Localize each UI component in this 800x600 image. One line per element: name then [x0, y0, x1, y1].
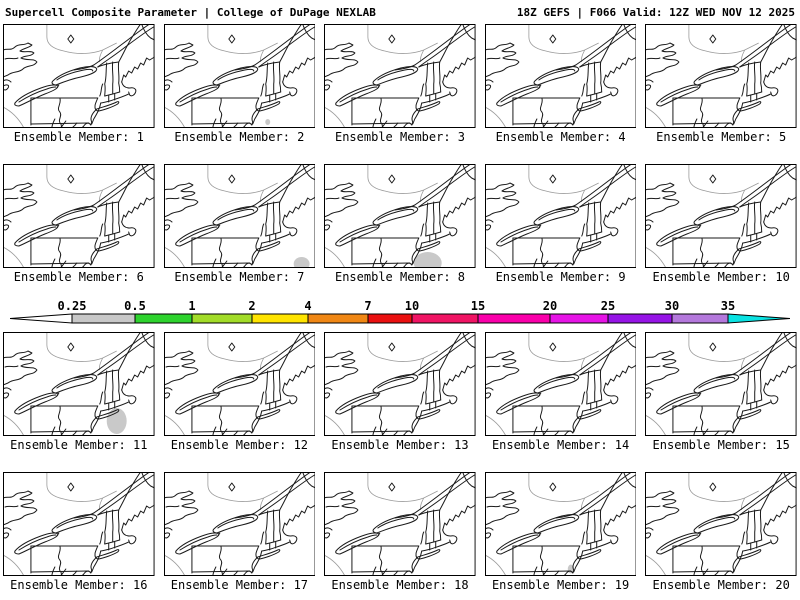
basemap — [164, 472, 316, 576]
ensemble-member-label: Ensemble Member: 5 — [656, 130, 787, 144]
map-panel-10 — [645, 164, 797, 284]
colorbar-arrow-right — [728, 314, 790, 323]
ensemble-member-label: Ensemble Member: 8 — [334, 270, 466, 284]
ensemble-map — [645, 164, 797, 268]
scp-colorbar — [10, 298, 790, 328]
colorbar-tick-label: 7 — [364, 299, 372, 313]
basemap — [324, 332, 476, 436]
ensemble-member-label: Ensemble Member: 11 — [10, 438, 148, 452]
ensemble-map — [645, 24, 797, 128]
title-bar — [0, 0, 800, 22]
map-panel-19 — [485, 472, 637, 592]
map-panel-11 — [3, 332, 155, 452]
map-panel-6 — [3, 164, 155, 284]
map-panel-18 — [324, 472, 476, 592]
ensemble-row-3 — [0, 332, 800, 452]
ensemble-member-label: Ensemble Member: 18 — [331, 578, 469, 592]
ensemble-map — [324, 164, 476, 268]
scp-shading-region — [107, 408, 127, 434]
basemap — [324, 164, 476, 268]
run-valid-info: 18Z GEFS | F066 Valid: 12Z WED NOV 12 2025 — [516, 6, 795, 19]
colorbar-tick-label: 0.25 — [57, 299, 87, 313]
ensemble-map — [645, 332, 797, 436]
ensemble-grid — [0, 22, 800, 592]
colorbar-tick-label: 10 — [404, 299, 420, 313]
colorbar-segment — [412, 314, 478, 323]
ensemble-map — [485, 24, 637, 128]
basemap — [164, 164, 316, 268]
ensemble-member-label: Ensemble Member: 3 — [334, 130, 466, 144]
basemap — [3, 164, 155, 268]
ensemble-member-label: Ensemble Member: 6 — [13, 270, 144, 284]
map-panel-7 — [164, 164, 316, 284]
map-panel-13 — [324, 332, 476, 452]
map-panel-3 — [324, 24, 476, 144]
ensemble-row-4 — [0, 472, 800, 592]
colorbar-arrow-left — [10, 314, 72, 323]
colorbar-tick-label: 15 — [470, 299, 486, 313]
scp-shading-region — [293, 257, 309, 268]
ensemble-map — [164, 24, 316, 128]
colorbar-segment — [135, 314, 192, 323]
map-panel-14 — [485, 332, 637, 452]
colorbar-tick-label: 20 — [542, 299, 558, 313]
basemap — [3, 24, 155, 128]
map-panel-5 — [645, 24, 797, 144]
basemap — [485, 472, 637, 576]
colorbar-tick-label: 4 — [304, 299, 312, 313]
map-panel-20 — [645, 472, 797, 592]
scp-shading-region — [414, 252, 442, 268]
ensemble-map — [485, 472, 637, 576]
basemap — [3, 332, 155, 436]
colorbar-tick-label: 0.5 — [124, 299, 146, 313]
basemap — [324, 24, 476, 128]
map-panel-12 — [164, 332, 316, 452]
map-panel-4 — [485, 24, 637, 144]
colorbar-segment — [368, 314, 412, 323]
ensemble-map — [324, 24, 476, 128]
ensemble-row-1 — [0, 24, 800, 144]
ensemble-map — [3, 164, 155, 268]
colorbar-segment — [72, 314, 135, 323]
ensemble-member-label: Ensemble Member: 10 — [652, 270, 790, 284]
ensemble-member-label: Ensemble Member: 15 — [652, 438, 790, 452]
ensemble-map — [645, 472, 797, 576]
basemap — [164, 332, 316, 436]
ensemble-map — [164, 332, 316, 436]
ensemble-member-label: Ensemble Member: 19 — [491, 578, 630, 592]
colorbar-segment — [308, 314, 368, 323]
basemap — [645, 164, 797, 268]
colorbar-segment — [478, 314, 550, 323]
colorbar-segment — [608, 314, 672, 323]
basemap — [324, 472, 476, 576]
map-panel-16 — [3, 472, 155, 592]
ensemble-map — [164, 472, 316, 576]
map-panel-1 — [3, 24, 155, 144]
ensemble-member-label: Ensemble Member: 13 — [331, 438, 469, 452]
colorbar-scale — [10, 298, 790, 328]
colorbar-segment — [252, 314, 308, 323]
map-panel-15 — [645, 332, 797, 452]
colorbar-tick-label: 35 — [720, 299, 736, 313]
ensemble-map — [3, 24, 155, 128]
basemap — [485, 164, 637, 268]
ensemble-row-2 — [0, 164, 800, 284]
basemap — [3, 472, 155, 576]
map-panel-2 — [164, 24, 316, 144]
colorbar-tick-label: 30 — [664, 299, 680, 313]
page-title: Supercell Composite Parameter | College of DuPage NEXLAB — [5, 6, 376, 19]
basemap — [645, 24, 797, 128]
ensemble-map — [485, 332, 637, 436]
basemap — [645, 332, 797, 436]
ensemble-map — [485, 164, 637, 268]
basemap — [645, 472, 797, 576]
ensemble-map — [324, 472, 476, 576]
basemap — [485, 24, 637, 128]
ensemble-map — [324, 332, 476, 436]
basemap — [164, 24, 316, 128]
map-panel-9 — [485, 164, 637, 284]
ensemble-member-label: Ensemble Member: 12 — [170, 438, 309, 452]
ensemble-map — [3, 332, 155, 436]
colorbar-segment — [672, 314, 728, 323]
map-panel-8 — [324, 164, 476, 284]
colorbar-segment — [550, 314, 608, 323]
ensemble-member-label: Ensemble Member: 20 — [652, 578, 790, 592]
ensemble-member-label: Ensemble Member: 2 — [174, 130, 305, 144]
ensemble-member-label: Ensemble Member: 17 — [170, 578, 309, 592]
scp-shading-region — [265, 119, 270, 125]
ensemble-map — [3, 472, 155, 576]
colorbar-tick-label: 2 — [248, 299, 256, 313]
ensemble-member-label: Ensemble Member: 16 — [10, 578, 148, 592]
colorbar-tick-label: 25 — [600, 299, 616, 313]
basemap — [485, 332, 637, 436]
ensemble-member-label: Ensemble Member: 14 — [491, 438, 630, 452]
colorbar-tick-label: 1 — [188, 299, 196, 313]
ensemble-member-label: Ensemble Member: 9 — [495, 270, 626, 284]
ensemble-member-label: Ensemble Member: 1 — [13, 130, 144, 144]
ensemble-map — [164, 164, 316, 268]
ensemble-member-label: Ensemble Member: 4 — [495, 130, 626, 144]
map-panel-17 — [164, 472, 316, 592]
ensemble-member-label: Ensemble Member: 7 — [174, 270, 305, 284]
colorbar-segment — [192, 314, 252, 323]
